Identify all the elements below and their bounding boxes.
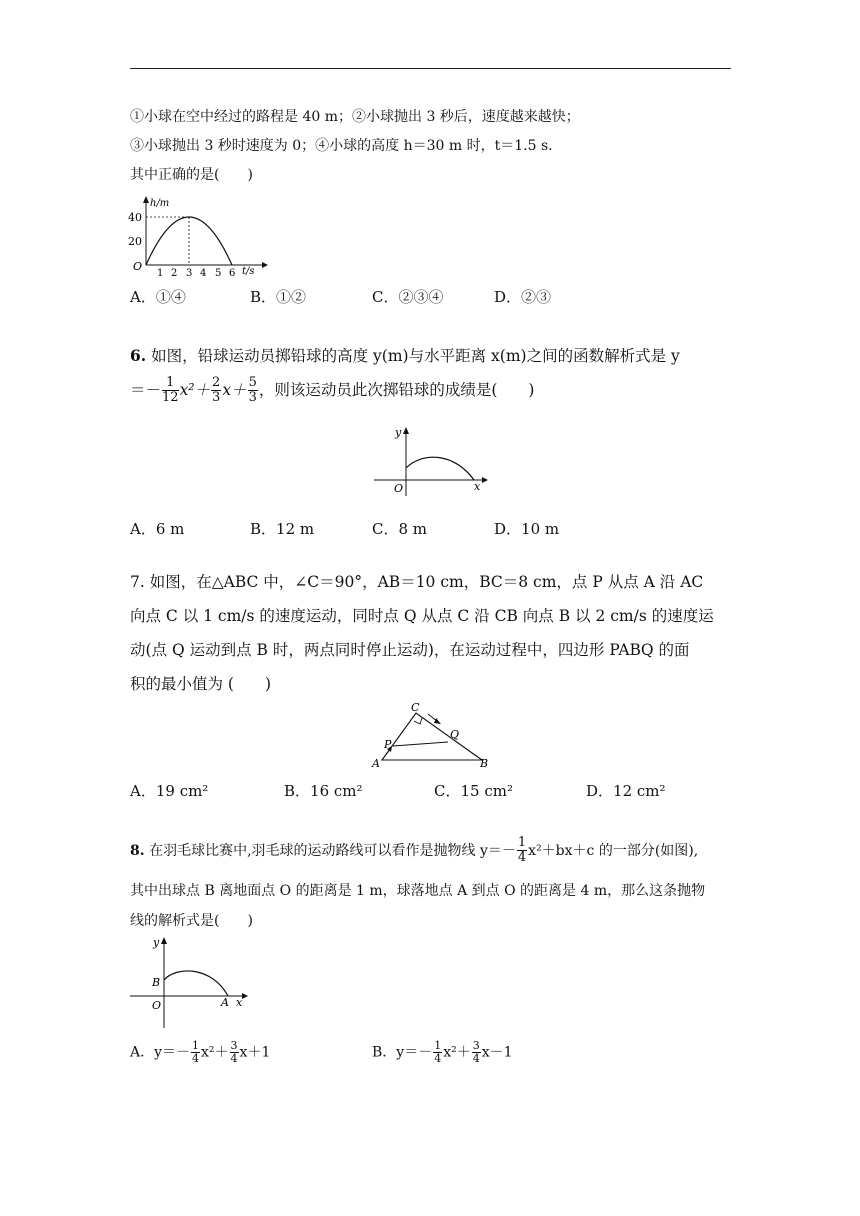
q6-option-c[interactable]: C．8 m — [372, 520, 428, 538]
q6-shot-put-graph — [370, 424, 490, 500]
q5-prompt: 其中正确的是( ) — [130, 167, 253, 183]
q7-option-c[interactable]: C．15 cm² — [434, 782, 513, 800]
q5-y-axis-label: h/m — [150, 198, 170, 209]
q8-option-b-f2-num: 3 — [472, 1039, 480, 1052]
q8-text-line-2: 其中出球点 B 离地面点 O 的距离是 1 m，球落地点 A 到点 O 的距离是 4 m，那么这条抛物 — [130, 883, 706, 899]
q5-x-tick-6: 6 — [229, 268, 236, 279]
q6-fraction-1 — [162, 376, 179, 406]
q7-label-b: B — [480, 757, 489, 770]
q6-f2-numerator: 2 — [212, 375, 221, 390]
q8-option-a-f2-den: 4 — [230, 1052, 238, 1066]
q7-label-q: Q — [450, 728, 460, 741]
q5-statement-1: ①小球在空中经过的路程是 40 m；②小球抛出 3 秒后，速度越来越快； — [130, 109, 580, 125]
q8-text-line-1 — [130, 836, 698, 866]
q5-y-tick-20: 20 — [128, 235, 142, 248]
q7-label-c: C — [411, 701, 420, 714]
q8-option-a-frac-2 — [230, 1040, 239, 1065]
q6-y-axis-label: y — [395, 426, 402, 439]
q6-text-line-1 — [130, 344, 680, 366]
q6-option-d[interactable]: D．10 m — [494, 520, 560, 538]
q5-x-tick-1: 1 — [157, 268, 164, 279]
q8-option-b-suffix: x－1 — [481, 1044, 513, 1061]
q8-badminton-graph — [128, 932, 254, 1032]
q8-text-b: x²＋bx＋c 的一部分(如图), — [528, 842, 699, 859]
q5-option-d[interactable]: D．②③ — [494, 288, 552, 306]
q5-option-b[interactable]: B．①② — [250, 288, 307, 306]
q5-y-tick-40: 40 — [128, 211, 142, 224]
q8-fraction — [517, 836, 527, 866]
q8-y-axis-label: y — [153, 936, 160, 949]
q8-b-label: B — [152, 976, 161, 989]
q5-option-a[interactable]: A．①④ — [130, 288, 186, 306]
q6-option-b[interactable]: B．12 m — [250, 520, 315, 538]
q6-text-1: 如图，铅球运动员掷铅球的高度 y(m)与水平距离 x(m)之间的函数解析式是 y — [151, 347, 680, 365]
q7-text-line-3: 动(点 Q 运动到点 B 时，两点同时停止运动)，在运动过程中，四边形 PABQ 的面 — [130, 641, 690, 659]
q8-option-b-mid: x²＋ — [443, 1044, 471, 1061]
q5-statement-2: ③小球抛出 3 秒时速度为 0；④小球的高度 h＝30 m 时，t＝1.5 s. — [130, 138, 553, 154]
q8-option-b-frac-1 — [433, 1040, 442, 1065]
q6-f2-denominator: 3 — [212, 390, 221, 406]
q8-option-a-f2-num: 3 — [230, 1039, 238, 1052]
q8-origin-label: O — [152, 999, 162, 1012]
q8-f-denominator: 4 — [517, 850, 527, 866]
q7-triangle-figure — [370, 700, 496, 770]
q7-label-a: A — [372, 757, 380, 770]
q7-option-d[interactable]: D．12 cm² — [586, 782, 666, 800]
q6-f3-numerator: 5 — [248, 375, 257, 390]
q8-option-b-f2-den: 4 — [472, 1052, 480, 1066]
header-rule — [130, 68, 731, 69]
q8-a-label: A — [221, 996, 229, 1009]
q8-option-a-f1-den: 4 — [192, 1052, 200, 1066]
q6-x-axis-label: x — [474, 480, 481, 493]
q6-eq-prefix: ＝－ — [130, 380, 162, 399]
q8-option-a-suffix: x＋1 — [239, 1044, 271, 1061]
q8-option-b[interactable] — [372, 1040, 513, 1065]
q8-text-line-3: 线的解析式是( ) — [130, 913, 253, 929]
q7-label-p: P — [384, 738, 392, 751]
q6-f1-denominator: 12 — [162, 390, 179, 406]
q8-option-b-prefix: B．y＝－ — [372, 1044, 433, 1061]
q8-option-b-f1-num: 1 — [434, 1039, 442, 1052]
q6-text-2: ，则该运动员此次掷铅球的成绩是( ) — [258, 380, 535, 399]
q5-option-c[interactable]: C．②③④ — [372, 288, 444, 306]
q5-x-tick-4: 4 — [200, 268, 207, 279]
q5-origin-label: O — [133, 260, 143, 273]
q5-x-axis-label: t/s — [242, 266, 255, 277]
q6-option-a[interactable]: A．6 m — [130, 520, 185, 538]
q6-origin-label: O — [394, 482, 404, 495]
q6-f1-numerator: 1 — [162, 376, 179, 391]
q8-f-numerator: 1 — [517, 835, 527, 850]
q8-text-a: 在羽毛球比赛中,羽毛球的运动路线可以看作是抛物线 y＝－ — [149, 842, 516, 859]
q7-text-line-4: 积的最小值为 ( ) — [130, 675, 272, 693]
q7-option-b[interactable]: B．16 cm² — [284, 782, 363, 800]
q8-x-axis-label: x — [236, 996, 243, 1009]
q6-term-x: x＋ — [222, 380, 247, 399]
q8-option-a-prefix: A．y＝－ — [130, 1044, 191, 1061]
q8-option-b-frac-2 — [472, 1040, 481, 1065]
q5-x-tick-2: 2 — [171, 268, 178, 279]
q6-number: 6. — [130, 346, 147, 365]
q6-fraction-3 — [248, 376, 258, 406]
q8-option-b-f1-den: 4 — [434, 1052, 442, 1066]
q6-equation-line — [130, 376, 534, 406]
q6-term-x2: x²＋ — [179, 380, 211, 399]
q8-number: 8. — [130, 842, 145, 859]
q8-option-a-f1-num: 1 — [192, 1039, 200, 1052]
q5-height-time-graph — [128, 195, 268, 279]
q5-x-tick-3: 3 — [186, 268, 193, 279]
q7-text-line-2: 向点 C 以 1 cm/s 的速度运动，同时点 Q 从点 C 沿 CB 向点 B 以 2 cm/s 的速度运 — [130, 607, 714, 625]
q8-option-a[interactable] — [130, 1040, 270, 1065]
q8-option-a-mid: x²＋ — [201, 1044, 229, 1061]
q8-option-a-frac-1 — [191, 1040, 200, 1065]
q7-text-line-1: 7. 如图，在△ABC 中，∠C＝90°，AB＝10 cm，BC＝8 cm，点 P 从点 A 沿 AC — [130, 573, 704, 591]
q6-f3-denominator: 3 — [248, 390, 257, 406]
q7-option-a[interactable]: A．19 cm² — [130, 782, 209, 800]
q5-x-tick-5: 5 — [215, 268, 222, 279]
q6-fraction-2 — [211, 376, 221, 406]
